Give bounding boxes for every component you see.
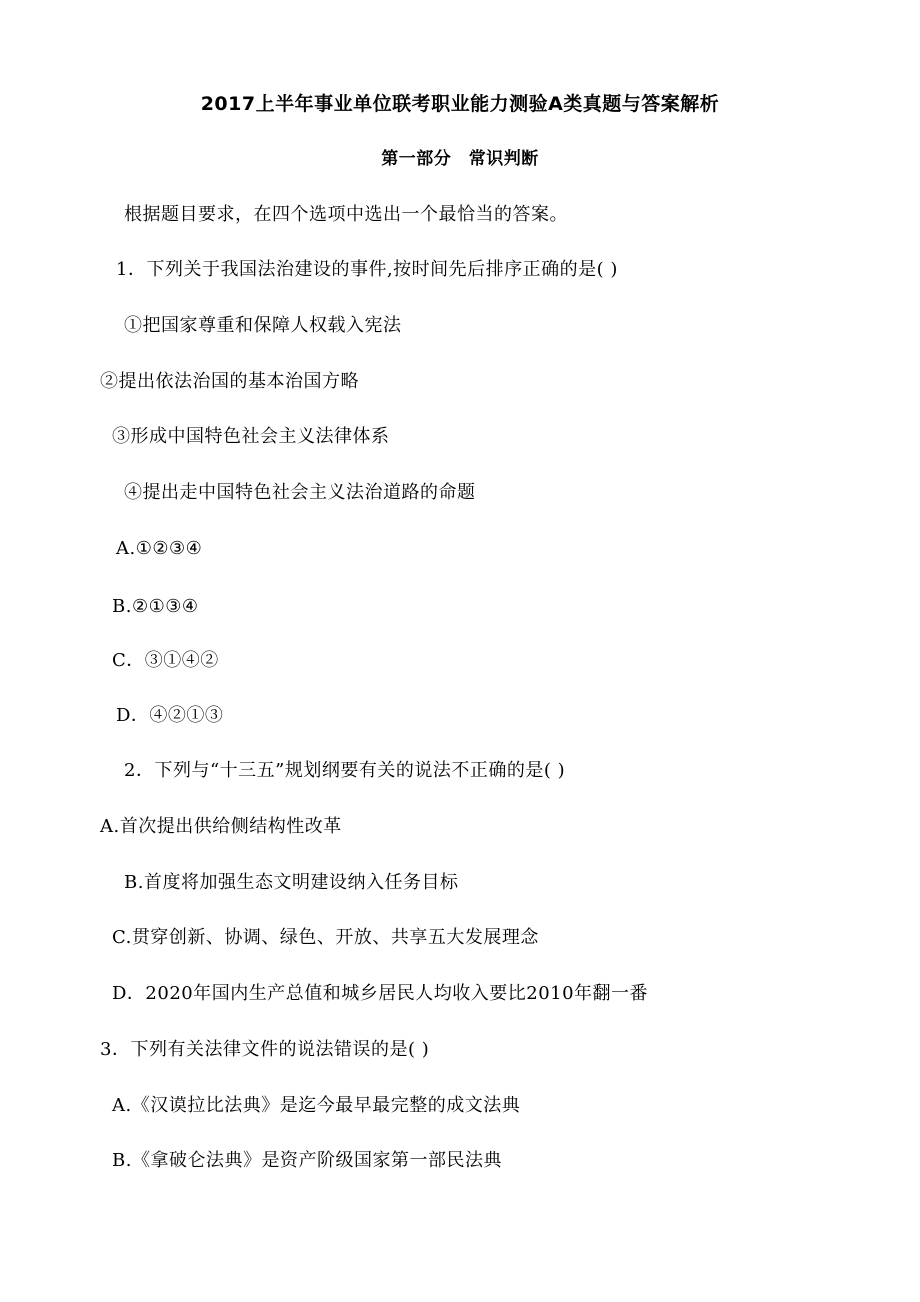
question-stem: 1．下列关于我国法治建设的事件,按时间先后排序正确的是( ) xyxy=(116,259,618,280)
answer-option: C.贯穿创新、协调、绿色、开放、共享五大发展理念 xyxy=(112,927,539,948)
answer-option: D．2020年国内生产总值和城乡居民人均收入要比2010年翻一番 xyxy=(112,983,649,1004)
statement-item: ②提出依法治国的基本治国方略 xyxy=(100,371,359,392)
answer-option: B.《拿破仑法典》是资产阶级国家第一部民法典 xyxy=(112,1150,502,1171)
section-heading: 第一部分 常识判断 xyxy=(381,149,539,169)
statement-item: ③形成中国特色社会主义法律体系 xyxy=(112,426,390,447)
instruction-text: 根据题目要求，在四个选项中选出一个最恰当的答案。 xyxy=(124,204,568,225)
answer-option: C．③①④② xyxy=(112,650,219,671)
answer-option: A.首次提出供给侧结构性改革 xyxy=(100,816,342,837)
question-stem: 2．下列与“十三五”规划纲要有关的说法不正确的是( ) xyxy=(124,760,566,781)
answer-option: B.首度将加强生态文明建设纳入任务目标 xyxy=(124,872,459,893)
answer-option: D．④②①③ xyxy=(116,705,224,726)
statement-item: ④提出走中国特色社会主义法治道路的命题 xyxy=(124,482,476,503)
question-stem: 3．下列有关法律文件的说法错误的是( ) xyxy=(100,1039,430,1060)
answer-option: A.①②③④ xyxy=(116,538,203,559)
statement-item: ①把国家尊重和保障人权载入宪法 xyxy=(124,315,402,336)
answer-option: A.《汉谟拉比法典》是迄今最早最完整的成文法典 xyxy=(112,1095,521,1116)
document-title: 2017上半年事业单位联考职业能力测验A类真题与答案解析 xyxy=(200,93,720,115)
answer-option: B.②①③④ xyxy=(112,596,199,617)
